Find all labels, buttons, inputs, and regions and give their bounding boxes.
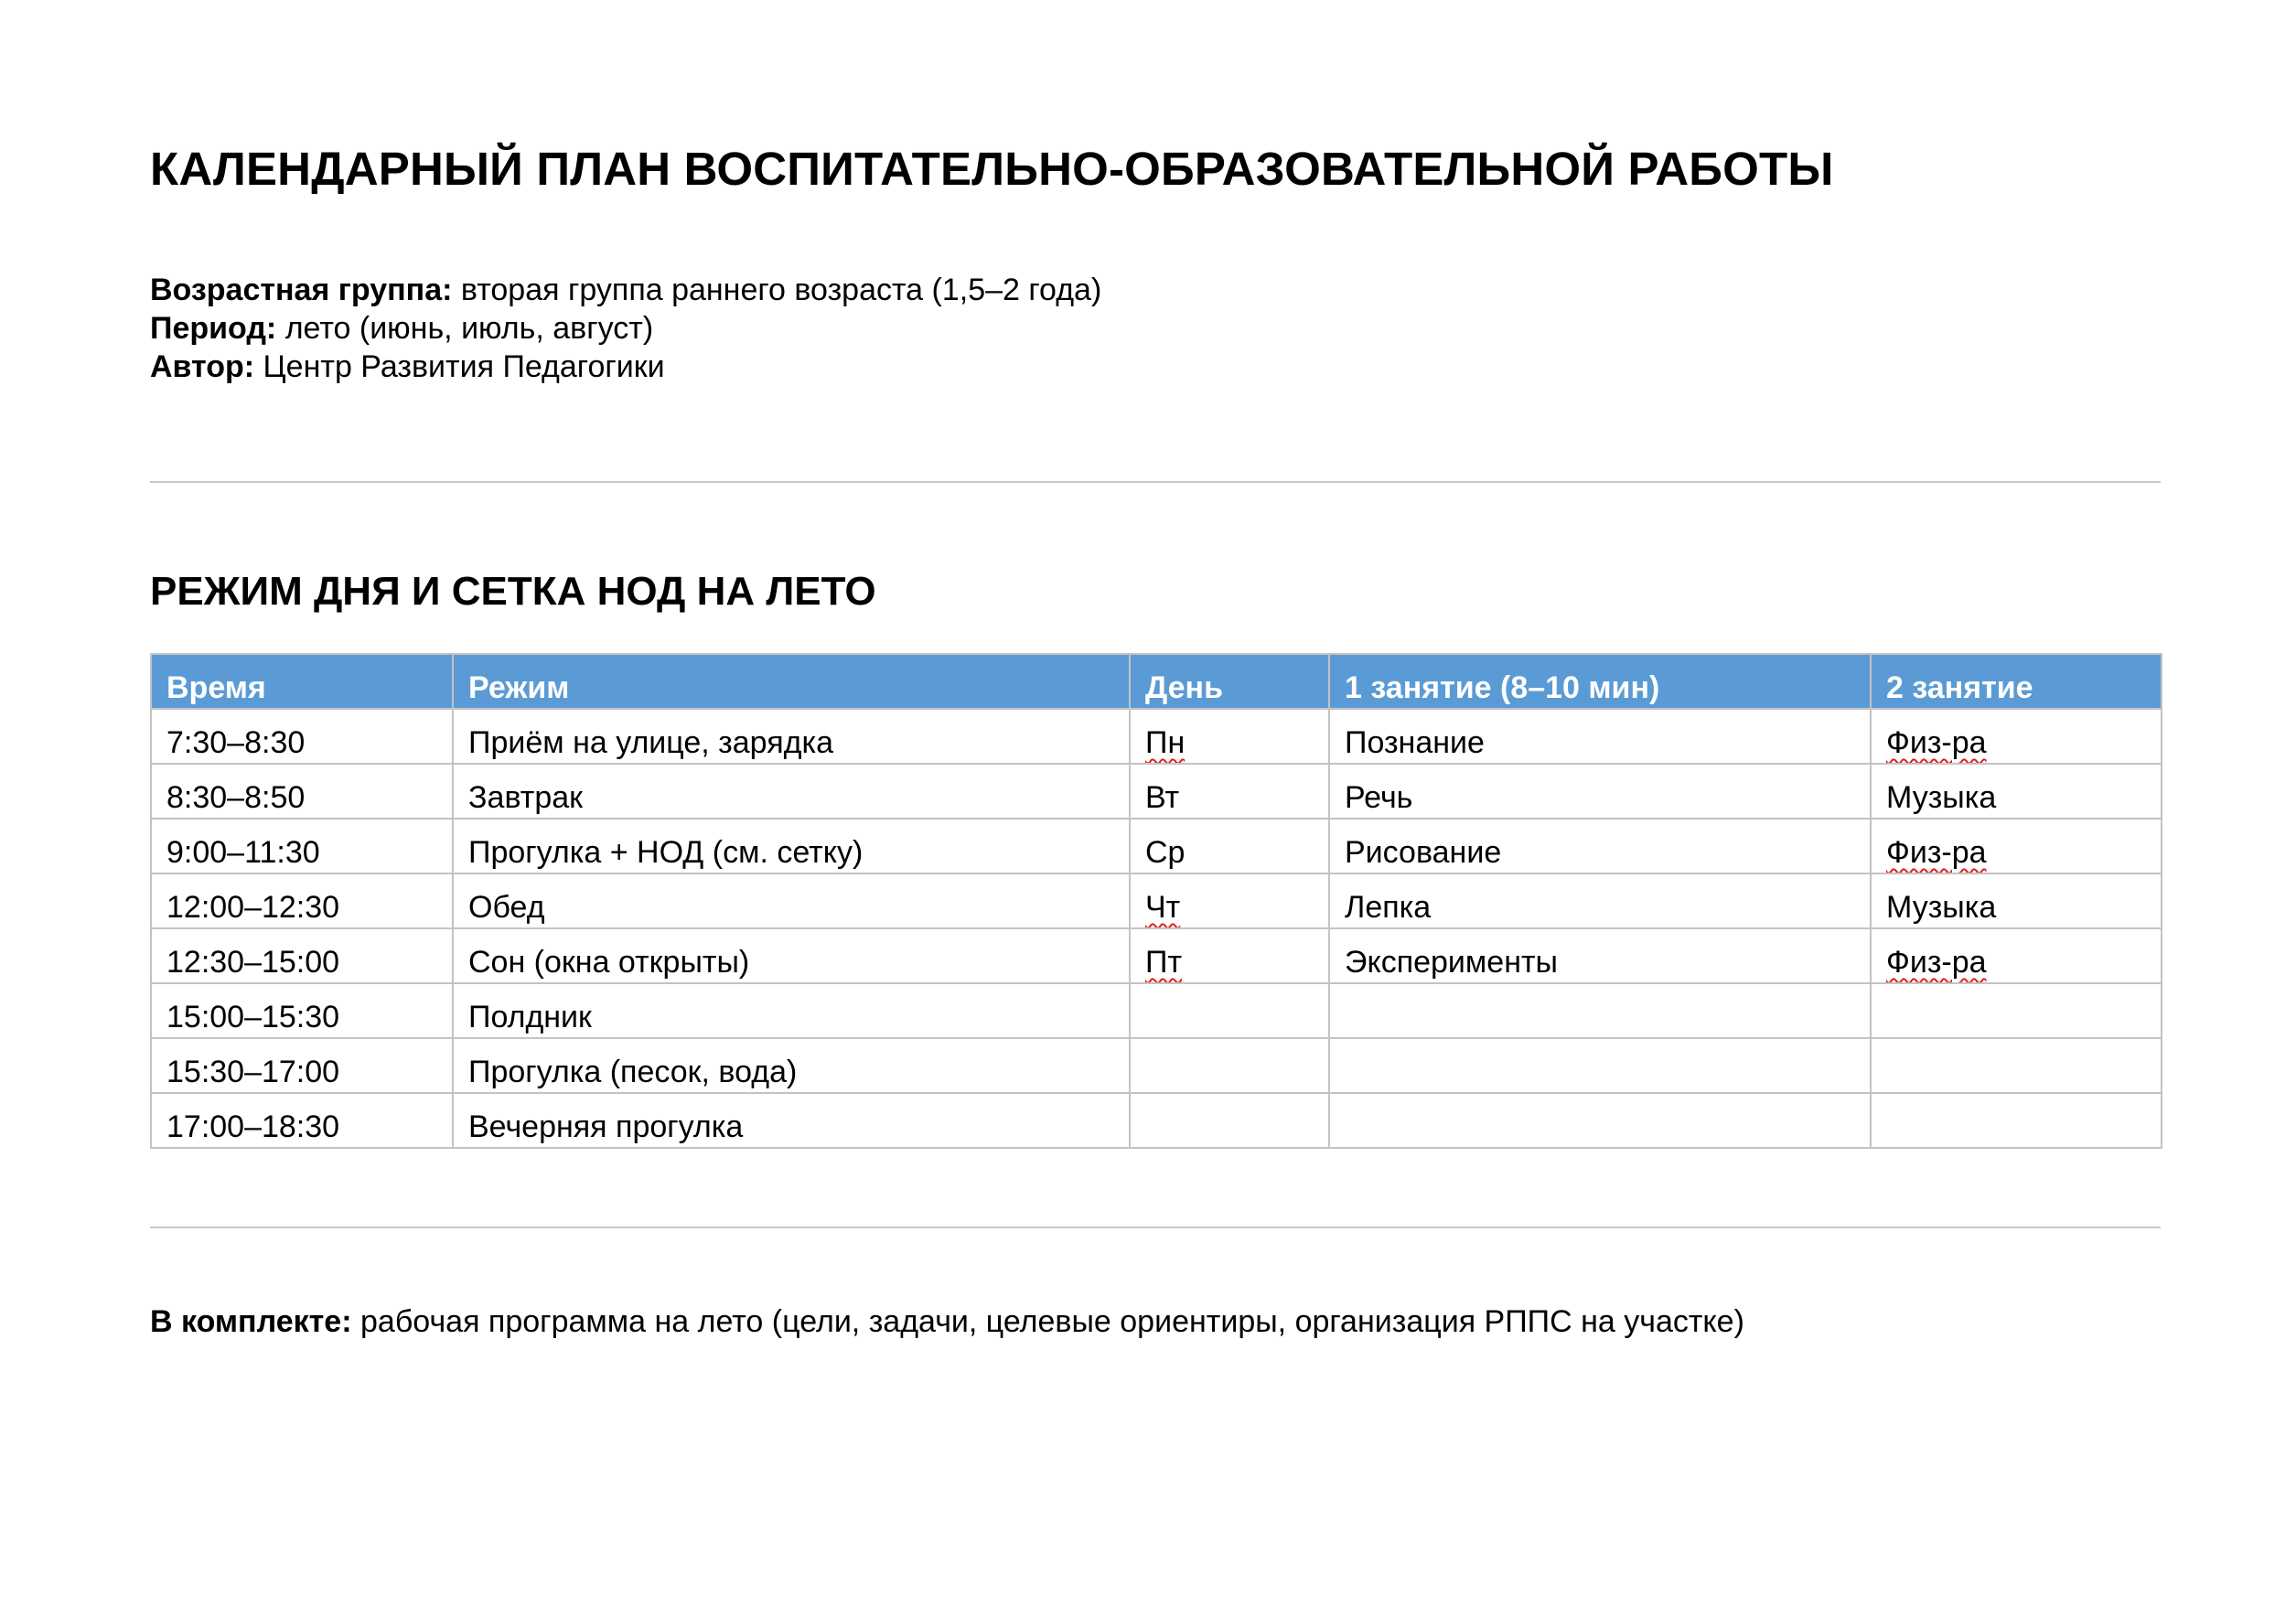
column-header-activity-1: 1 занятие (8–10 мин)	[1329, 654, 1871, 709]
cell-activity-1	[1329, 819, 1871, 873]
footer-value: рабочая программа на лето (цели, задачи, целевые ориентиры, организация РППС на участке)	[360, 1304, 1744, 1339]
cell-text: Физ-ра	[1886, 945, 1987, 980]
cell-day	[1130, 873, 1329, 928]
cell-text: Прогулка + НОД (см. сетку)	[468, 835, 864, 870]
column-header-activity-2: 2 занятие	[1871, 654, 2162, 709]
cell-text: 7:30–8:30	[166, 725, 306, 760]
meta-label: Автор:	[150, 349, 255, 384]
table-row	[151, 928, 2162, 983]
cell-day	[1130, 983, 1329, 1038]
cell-activity-1	[1329, 928, 1871, 983]
horizontal-divider	[150, 481, 2161, 483]
cell-regime	[453, 983, 1130, 1038]
cell-text: Познание	[1345, 725, 1485, 760]
table-row	[151, 873, 2162, 928]
cell-text: 12:30–15:00	[166, 945, 340, 980]
cell-activity-2	[1871, 1093, 2162, 1148]
cell-activity-1	[1329, 983, 1871, 1038]
table-row	[151, 764, 2162, 819]
cell-time	[151, 1093, 453, 1148]
cell-text: Вт	[1145, 780, 1180, 815]
cell-text: 12:00–12:30	[166, 890, 340, 925]
cell-activity-1	[1329, 764, 1871, 819]
cell-regime	[453, 709, 1130, 764]
cell-regime	[453, 1038, 1130, 1093]
cell-text: Ср	[1145, 835, 1186, 870]
meta-value: лето (июнь, июль, август)	[284, 311, 654, 346]
cell-text: Приём на улице, зарядка	[468, 725, 833, 760]
cell-time	[151, 819, 453, 873]
document-title: КАЛЕНДАРНЫЙ ПЛАН ВОСПИТАТЕЛЬНО-ОБРАЗОВАТЕЛЬНОЙ РАБОТЫ	[150, 143, 1834, 195]
cell-regime	[453, 928, 1130, 983]
cell-time	[151, 983, 453, 1038]
cell-activity-2	[1871, 764, 2162, 819]
meta-label: Период:	[150, 311, 277, 346]
table-header-row	[151, 654, 2162, 709]
document-meta	[150, 271, 1101, 386]
column-header-day: День	[1130, 654, 1329, 709]
cell-text: Сон (окна открыты)	[468, 945, 750, 980]
cell-text: Музыка	[1886, 780, 1997, 815]
cell-time	[151, 873, 453, 928]
cell-text: 8:30–8:50	[166, 780, 306, 815]
table-row	[151, 983, 2162, 1038]
cell-text: Речь	[1345, 780, 1413, 815]
cell-activity-1	[1329, 1093, 1871, 1148]
cell-text: Завтрак	[468, 780, 584, 815]
table-row	[151, 1038, 2162, 1093]
table-row	[151, 709, 2162, 764]
footer-note	[150, 1302, 1744, 1341]
cell-day	[1130, 928, 1329, 983]
cell-regime	[453, 764, 1130, 819]
cell-text: 15:30–17:00	[166, 1055, 340, 1089]
cell-text: Прогулка (песок, вода)	[468, 1055, 798, 1089]
meta-age-group	[150, 271, 1101, 309]
cell-day	[1130, 764, 1329, 819]
cell-activity-2	[1871, 983, 2162, 1038]
cell-text: 15:00–15:30	[166, 1000, 340, 1034]
table-row	[151, 819, 2162, 873]
cell-text: 17:00–18:30	[166, 1109, 340, 1144]
column-header-time: Время	[151, 654, 453, 709]
cell-text: Физ-ра	[1886, 725, 1987, 760]
cell-activity-2	[1871, 928, 2162, 983]
cell-time	[151, 709, 453, 764]
cell-regime	[453, 819, 1130, 873]
cell-regime	[453, 873, 1130, 928]
meta-value: вторая группа раннего возраста (1,5–2 года)	[460, 273, 1102, 307]
table-row	[151, 1093, 2162, 1148]
cell-text: Чт	[1145, 890, 1181, 925]
cell-regime	[453, 1093, 1130, 1148]
cell-text: Пт	[1145, 945, 1183, 980]
cell-time	[151, 764, 453, 819]
cell-text: Музыка	[1886, 890, 1997, 925]
cell-text: Рисование	[1345, 835, 1502, 870]
cell-activity-1	[1329, 1038, 1871, 1093]
footer-label: В комплекте:	[150, 1304, 352, 1339]
cell-text: Эксперименты	[1345, 945, 1558, 980]
cell-text: Пн	[1145, 725, 1186, 760]
cell-activity-2	[1871, 709, 2162, 764]
cell-time	[151, 928, 453, 983]
cell-text: 9:00–11:30	[166, 835, 320, 870]
cell-activity-2	[1871, 873, 2162, 928]
document-page	[150, 0, 2161, 1618]
cell-text: Лепка	[1345, 890, 1432, 925]
column-header-regime: Режим	[453, 654, 1130, 709]
cell-text: Вечерняя прогулка	[468, 1109, 744, 1144]
schedule-table	[150, 653, 2162, 1149]
cell-text: Полдник	[468, 1000, 592, 1034]
cell-day	[1130, 1093, 1329, 1148]
cell-activity-2	[1871, 819, 2162, 873]
cell-day	[1130, 709, 1329, 764]
cell-text: Физ-ра	[1886, 835, 1987, 870]
cell-text: Обед	[468, 890, 545, 925]
cell-activity-1	[1329, 709, 1871, 764]
meta-period	[150, 309, 1101, 348]
cell-activity-2	[1871, 1038, 2162, 1093]
meta-label: Возрастная группа:	[150, 273, 453, 307]
cell-activity-1	[1329, 873, 1871, 928]
cell-day	[1130, 1038, 1329, 1093]
section-title: РЕЖИМ ДНЯ И СЕТКА НОД НА ЛЕТО	[150, 569, 876, 614]
meta-value: Центр Развития Педагогики	[263, 349, 665, 384]
meta-author	[150, 348, 1101, 386]
cell-day	[1130, 819, 1329, 873]
cell-time	[151, 1038, 453, 1093]
horizontal-divider	[150, 1227, 2161, 1228]
